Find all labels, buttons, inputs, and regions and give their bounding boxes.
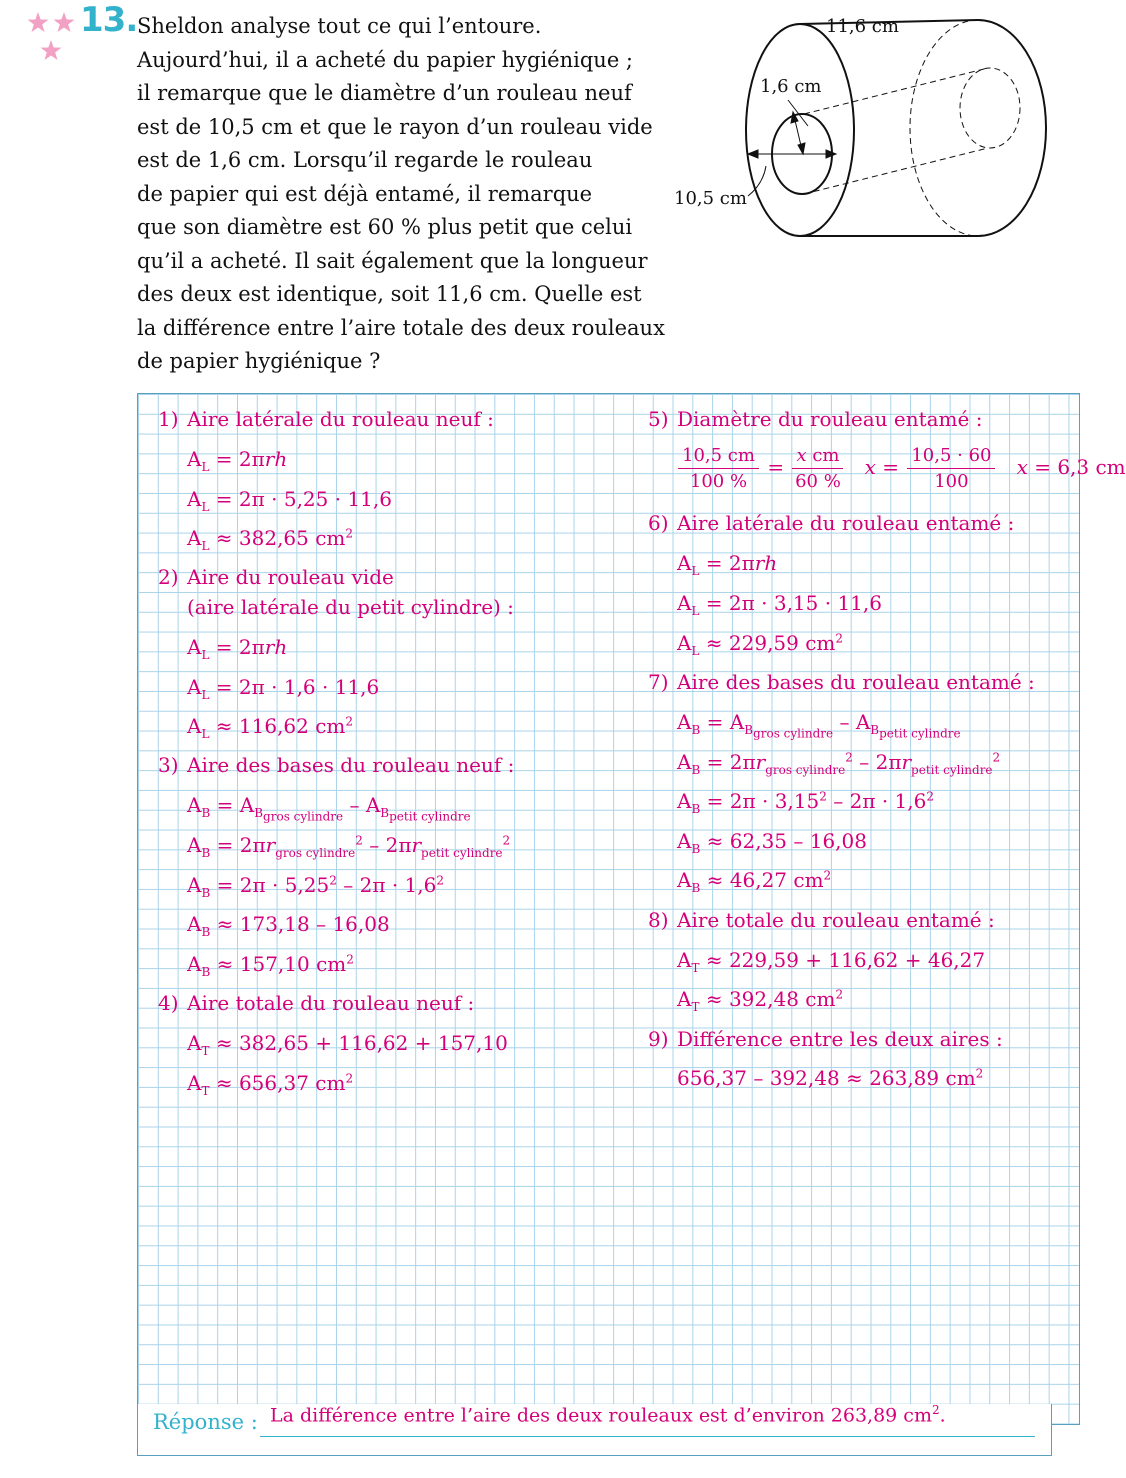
problem-number: 13. (80, 0, 138, 40)
step-9-heading: 9) Différence entre les deux aires : (648, 1027, 1003, 1051)
formula-line: $A_B \approx 62,35 - 16,08$ (677, 829, 867, 856)
formula-line: $A_B \approx 157,10$ $cm^2$ (187, 952, 354, 979)
step-1-heading: 1) Aire latérale du rouleau neuf : (158, 407, 494, 431)
radius-label: 1,6 cm (760, 76, 822, 97)
step-3-heading: 3) Aire des bases du rouleau neuf : (158, 753, 515, 777)
step-8-heading: 8) Aire totale du rouleau entamé : (648, 908, 995, 932)
formula-line: $A_B = 2\pi \cdot 3,15^2 - 2\pi \cdot 1,6^2$ (677, 789, 934, 816)
formula-line: $A_L = 2\pi \cdot 1,6 \cdot 11,6$ (187, 675, 380, 702)
formula-line: $A_L = 2\pi rh$ (187, 635, 288, 662)
statement-line: qu’il a acheté. Il sait également que la longueur (137, 248, 648, 273)
formula-line: $A_T \approx 392,48$ $cm^2$ (677, 987, 844, 1014)
fraction: $\frac{\text{x cm}}{60 \%}$ (792, 445, 843, 492)
statement-line: des deux est identique, soit 11,6 cm. Quelle est (137, 282, 642, 306)
formula-line: $A_B \approx 46,27$ $cm^2$ (677, 868, 832, 895)
statement-line: Aujourd’hui, il a acheté du papier hygiénique ; (137, 47, 633, 72)
step-4-heading: 4) Aire totale du rouleau neuf : (158, 991, 475, 1015)
statement-line: est de 1,6 cm. Lorsqu’il regarde le rouleau (137, 148, 593, 172)
problem-statement (137, 10, 682, 379)
formula-line: $A_T \approx 229,59 + 116,62 + 46,27$ (677, 948, 986, 975)
step-6-heading: 6) Aire latérale du rouleau entamé : (648, 511, 1015, 535)
formula-line: $A_T \approx 382,65 + 116,62 + 157,10$ (187, 1031, 508, 1058)
formula-line: $A_B = 2\pi r_{gros cylindre}^2 - 2\pi r_{petit cylindre}^2$ (677, 750, 1001, 777)
formula-line: $A_L = 2\pi rh$ (187, 447, 288, 474)
formula-line: $A_L = 2\pi \cdot 5,25 \cdot 11,6$ (187, 487, 392, 514)
step-2-subheading: (aire latérale du petit cylindre) : (187, 595, 514, 619)
diameter-label: 10,5 cm (674, 188, 747, 209)
formula-line: $A_B = 2\pi \cdot 5,25^2 - 2\pi \cdot 1,6^2$ (187, 873, 444, 900)
outer-front-ellipse (746, 24, 854, 236)
answer-label: Réponse : (153, 1410, 258, 1434)
proportion-line: $\frac{10,5 cm}{100 \%}$ = $\frac{\text{x cm}}{60 \%}$ x = $\frac{10,5 \cdot 60}{100}$ x = 6,3 cm (676, 445, 1126, 492)
step-2-heading: 2) Aire du rouleau vide (158, 565, 394, 589)
statement-line: que son diamètre est 60 % plus petit que celui (137, 215, 633, 239)
statement-line: est de 10,5 cm et que le rayon d’un rouleau vide (137, 114, 653, 139)
statement-line: de papier hygiénique ? (137, 349, 381, 373)
statement-line: il remarque que le diamètre d’un rouleau neuf (137, 81, 632, 105)
answer-underline (260, 1436, 1035, 1437)
length-label: 11,6 cm (826, 16, 899, 37)
formula-line: $A_B = A_{B_{gros cylindre}} - A_{B_{petit cylindre}}$ (187, 793, 471, 824)
step-7-heading: 7) Aire des bases du rouleau entamé : (648, 670, 1035, 694)
fraction: $\frac{10,5 cm}{100 \%}$ (678, 445, 759, 492)
statement-line: Sheldon analyse tout ce qui l’entoure. (137, 14, 542, 38)
formula-line: $A_L = 2\pi rh$ (677, 551, 778, 578)
statement-line: de papier qui est déjà entamé, il remarque (137, 181, 593, 206)
formula-line: $A_L = 2\pi \cdot 3,15 \cdot 11,6$ (677, 591, 882, 618)
formula-line: $A_B \approx 173,18 - 16,08$ (187, 912, 390, 939)
formula-line: $A_L \approx 116,62$ $cm^2$ (187, 714, 354, 741)
formula-line: $A_B = A_{B_{gros cylindre}} - A_{B_{petit cylindre}}$ (677, 710, 961, 741)
formula-line: $A_B = 2\pi r_{gros cylindre}^2 - 2\pi r_{petit cylindre}^2$ (187, 833, 511, 860)
formula-line: $A_L \approx 382,65$ $cm^2$ (187, 526, 354, 553)
answer-text: La différence entre l’aire des deux rouleaux est d’environ 263,89 $cm^2$. (270, 1403, 946, 1427)
fraction: $\frac{10,5 \cdot 60}{100}$ (907, 445, 995, 492)
formula-line: $A_L \approx 229,59$ $cm^2$ (677, 631, 844, 658)
formula-line: $A_T \approx 656,37$ $cm^2$ (187, 1071, 354, 1098)
statement-line: la différence entre l’aire totale des deux rouleaux (137, 315, 665, 340)
step-5-heading: 5) Diamètre du rouleau entamé : (648, 407, 983, 431)
toilet-roll-diagram (668, 8, 1088, 248)
difficulty-stars-icon (24, 10, 80, 66)
formula-line: 656,37 – 392,48 ≈ 263,89 $cm^2$ (677, 1066, 984, 1090)
